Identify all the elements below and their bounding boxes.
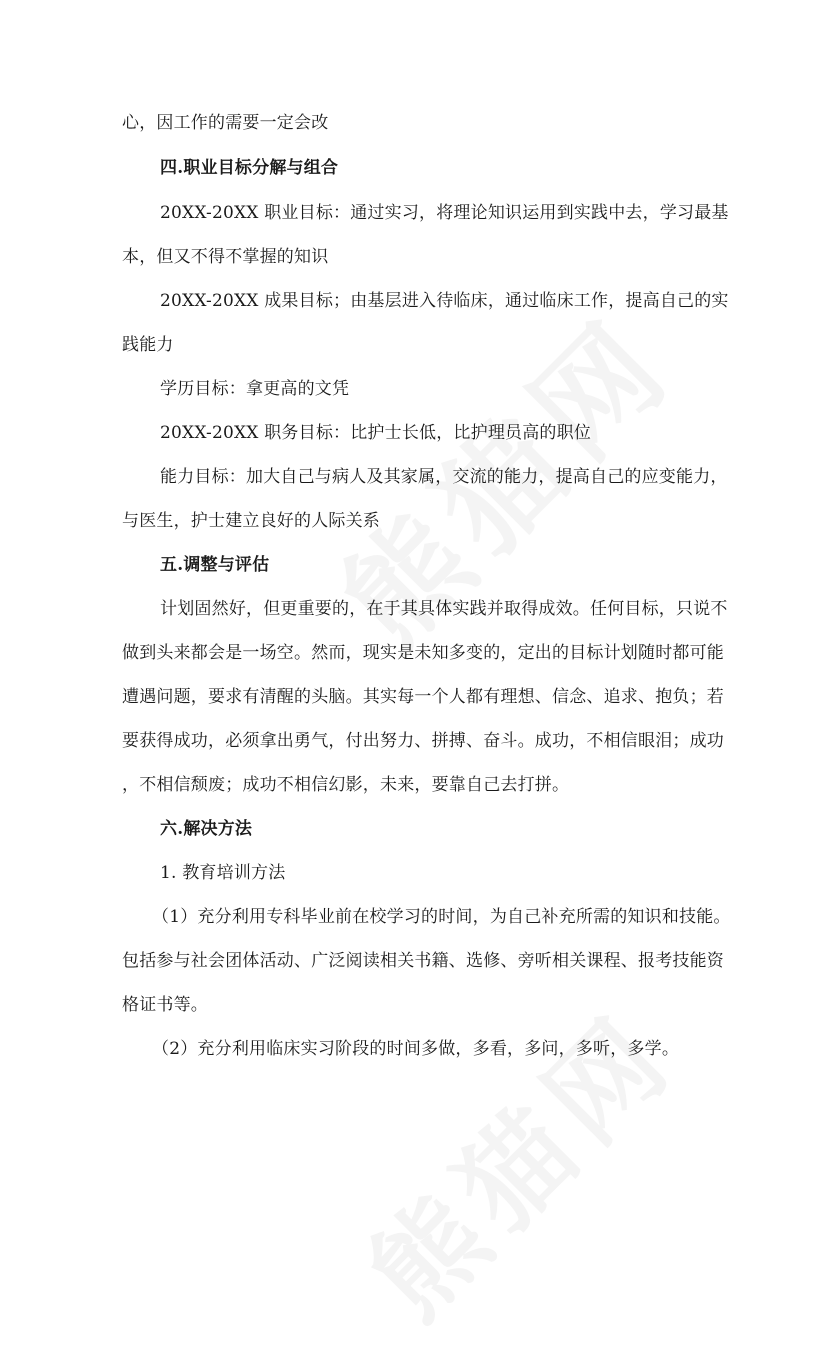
paragraph-line: 要获得成功，必须拿出勇气，付出努力、拼搏、奋斗。成功，不相信眼泪；成功 [122, 731, 724, 751]
paragraph-line: 践能力 [122, 335, 174, 355]
section-heading: 四.职业目标分解与组合 [160, 158, 339, 178]
paragraph-line: 本，但又不得不掌握的知识 [122, 247, 329, 267]
paragraph-line: 20XX-20XX 成果目标；由基层进入待临床，通过临床工作，提高自己的实 [160, 291, 729, 311]
paragraph-line: 20XX-20XX 职务目标：比护士长低，比护理员高的职位 [160, 423, 592, 443]
paragraph-line: 与医生，护士建立良好的人际关系 [122, 511, 380, 531]
paragraph-line: 做到头来都会是一场空。然而，现实是未知多变的，定出的目标计划随时都可能 [122, 643, 724, 663]
paragraph-line: 遭遇问题，要求有清醒的头脑。其实每一个人都有理想、信念、追求、抱负；若 [122, 687, 724, 707]
section-heading: 六.解决方法 [160, 819, 253, 839]
paragraph-line: 格证书等。 [122, 995, 208, 1015]
paragraph-line: 20XX-20XX 职业目标：通过实习，将理论知识运用到实践中去，学习最基 [160, 203, 729, 223]
watermark [329, 972, 704, 1346]
section-heading: 五.调整与评估 [160, 555, 270, 575]
paragraph-line: 心，因工作的需要一定会改 [122, 113, 329, 133]
paragraph-line: （1）充分利用专科毕业前在校学习的时间，为自己补充所需的知识和技能。 [152, 907, 731, 927]
paragraph-line: 学历目标：拿更高的文凭 [160, 379, 350, 399]
list-item: 1. 教育培训方法 [160, 863, 286, 883]
paragraph-line: 包括参与社会团体活动、广泛阅读相关书籍、选修、旁听相关课程、报考技能资 [122, 951, 724, 971]
paragraph-line: 计划固然好，但更重要的，在于其具体实践并取得成效。任何目标，只说不 [160, 599, 728, 619]
paragraph-line: （2）充分利用临床实习阶段的时间多做，多看，多问，多听，多学。 [152, 1039, 680, 1059]
paragraph-line: 能力目标：加大自己与病人及其家属，交流的能力，提高自己的应变能力， [160, 467, 728, 487]
paragraph-line: ，不相信颓废；成功不相信幻影，未来，要靠自己去打拼。 [122, 775, 570, 795]
